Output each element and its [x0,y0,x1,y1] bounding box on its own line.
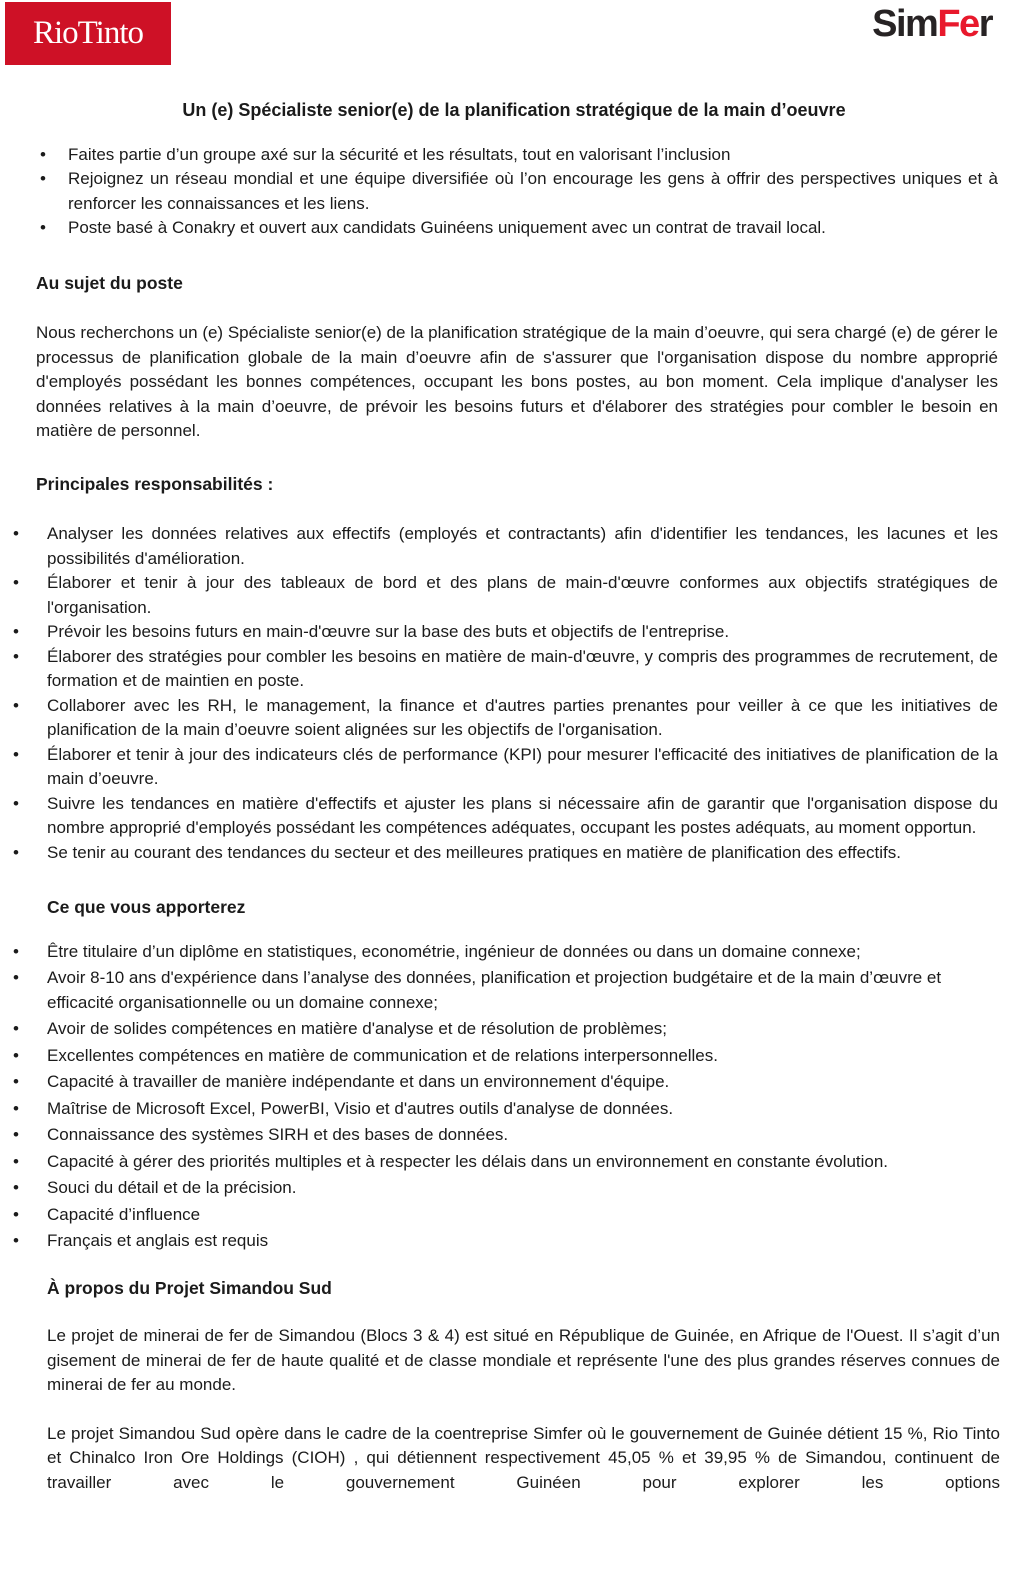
about-paragraph: Nous recherchons un (e) Spécialiste senior(e) de la planification stratégique de la main d’oeuvre, qui sera chargé (e) de gérer le processus de planification globale de la main d’oeuvre afin de s'assurer que l'organisation dispose du nombre approprié d'employés possédant les bonnes compétences, occupant les bons postes, au bon moment. Cela implique d'analyser les données relatives à la main d’oeuvre, de prévoir les besoins futurs et d'élaborer des stratégies pour combler le besoin en matière de personnel. [36,323,998,440]
responsibilities-list [0,522,998,865]
riotinto-logo [5,2,171,65]
simfer-logo-sim: Sim [872,3,938,45]
simfer-logo-fe: Fe [937,3,979,45]
list-item: • Souci du détail et de la précision. [0,1176,998,1201]
list-item: • Analyser les données relatives aux effectifs (employés et contractants) afin d'identifier les tendances, les lacunes et les possibilités d'amélioration. [0,522,998,571]
list-item: • Avoir de solides compétences en matière d'analyse et de résolution de problèmes; [0,1017,998,1042]
riotinto-logo-text: RioTinto [32,15,143,52]
list-item: • Capacité à gérer des priorités multiples et à respecter les délais dans un environnement en constante évolution. [0,1150,998,1175]
list-item: • Excellentes compétences en matière de communication et de relations interpersonnelles. [0,1044,998,1069]
intro-bullet-list [0,143,998,241]
list-item: • Capacité à travailler de manière indépendante et dans un environnement d'équipe. [0,1070,998,1095]
simfer-logo [872,4,992,44]
document-header [0,0,1028,70]
bring-section-heading: Ce que vous apporterez [47,897,246,917]
project-section-heading: À propos du Projet Simandou Sud [47,1277,332,1298]
list-item: • Maîtrise de Microsoft Excel, PowerBI, Visio et d'autres outils d'analyse de données. [0,1097,998,1122]
list-item: • Capacité d’influence [0,1203,998,1228]
project-paragraph-2: Le projet Simandou Sud opère dans le cadre de la coentreprise Simfer où le gouvernement de Guinée détient 15 %, Rio Tinto et Chinalco Iron Ore Holdings (CIOH) , qui détiennent respectivement 45,05 % et 39,95 % de Simandou, continuent de travailler avec le gouvernement Guinéen pour explorer les options [47,1423,1000,1492]
job-title: Un (e) Spécialiste senior(e) de la planification stratégique de la main d’oeuvre [182,100,846,120]
list-item: • Connaissance des systèmes SIRH et des bases de données. [0,1123,998,1148]
list-item: • Suivre les tendances en matière d'effectifs et ajuster les plans si nécessaire afin de garantir que l'organisation dispose du nombre approprié d'employés possédant les compétences adéquates, occupant les postes adéquats, au moment opportun. [0,792,998,841]
list-item: • Se tenir au courant des tendances du secteur et des meilleures pratiques en matière de planification des effectifs. [0,841,998,866]
list-item: • Élaborer et tenir à jour des tableaux de bord et des plans de main-d'œuvre conformes aux objectifs stratégiques de l'organisation. [0,571,998,620]
list-item: • Être titulaire d’un diplôme en statistiques, econométrie, ingénieur de données ou dans un domaine connexe; [0,940,998,965]
list-item: • Avoir 8-10 ans d'expérience dans l’analyse des données, planification et projection budgétaire et de la main d’œuvre et efficacité organisationnelle ou un domaine connexe; [0,966,998,1015]
list-item: • Français et anglais est requis [0,1229,998,1254]
list-item: • Élaborer des stratégies pour combler les besoins en matière de main-d'œuvre, y compris des programmes de recrutement, de formation et de maintien en poste. [0,645,998,694]
list-item: • Poste basé à Conakry et ouvert aux candidats Guinéens uniquement avec un contrat de travail local. [0,216,998,241]
about-section-heading: Au sujet du poste [36,272,183,293]
responsibilities-heading: Principales responsabilités : [36,473,274,494]
simfer-logo-r: r [978,3,992,45]
project-paragraph-1: Le projet de minerai de fer de Simandou (Blocs 3 & 4) est situé en République de Guinée, en Afrique de l'Ouest. Il s’agit d’un gisement de minerai de fer de haute qualité et de classe mondiale et représente l'une des plus grandes réserves connues de minerai de fer au monde. [47,1326,1000,1394]
list-item: • Élaborer et tenir à jour des indicateurs clés de performance (KPI) pour mesurer l'efficacité des initiatives de planification de la main d’oeuvre. [0,743,998,792]
bring-list [0,940,998,1254]
list-item: • Collaborer avec les RH, le management, la finance et d'autres parties prenantes pour veiller à ce que les initiatives de planification de la main d’oeuvre soient alignées sur les objectifs de l'organisation. [0,694,998,743]
list-item: • Rejoignez un réseau mondial et une équipe diversifiée où l’on encourage les gens à offrir des perspectives uniques et à renforcer les connaissances et les liens. [0,167,998,216]
list-item: • Prévoir les besoins futurs en main-d'œuvre sur la base des buts et objectifs de l'entreprise. [0,620,998,645]
list-item: • Faites partie d’un groupe axé sur la sécurité et les résultats, tout en valorisant l’inclusion [0,143,998,168]
